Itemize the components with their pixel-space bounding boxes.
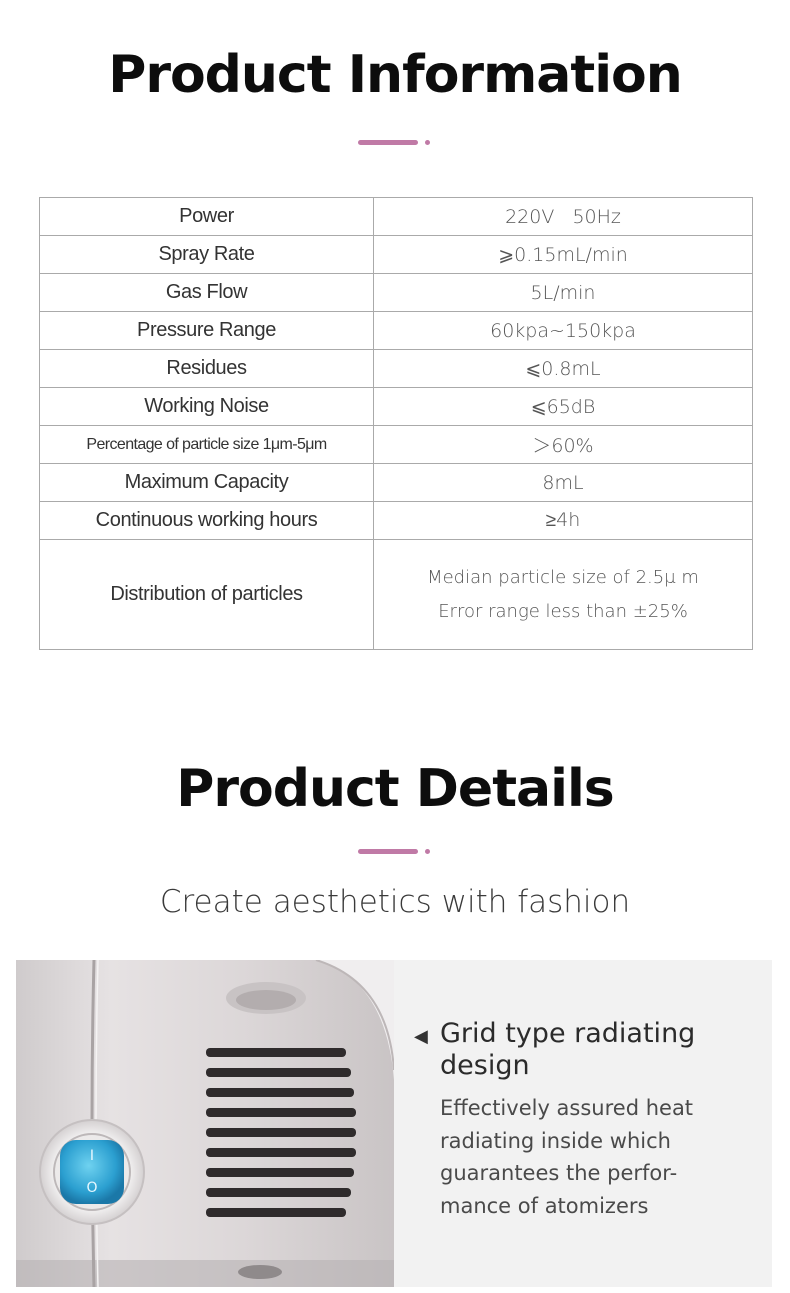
divider-dot <box>425 849 430 854</box>
details-subtitle: Create aesthetics with fashion <box>159 884 631 920</box>
spec-key: Distribution of particles <box>40 540 374 650</box>
table-row <box>40 464 753 502</box>
switch-on-symbol: I <box>89 1148 95 1164</box>
product-information-title: Product Information <box>108 45 682 105</box>
spec-value-line: Error range less than ±25% <box>438 600 688 622</box>
spec-key: Gas Flow <box>40 274 374 312</box>
table-row <box>40 426 753 464</box>
spec-value: 220V 50Hz <box>374 198 753 236</box>
atomizer-illustration <box>16 960 394 1287</box>
table-row <box>40 350 753 388</box>
spec-table <box>39 197 753 650</box>
table-row <box>40 312 753 350</box>
table-row <box>40 198 753 236</box>
feature-heading: Grid type radiating design <box>440 1018 696 1081</box>
spec-value: ≥4h <box>374 502 753 540</box>
table-row <box>40 540 753 650</box>
table-row <box>40 236 753 274</box>
spec-value <box>374 540 753 650</box>
triangle-left-icon: ◀ <box>414 1026 428 1046</box>
spec-key: Working Noise <box>40 388 374 426</box>
spec-value: ⩽0.8mL <box>374 350 753 388</box>
spec-key: Power <box>40 198 374 236</box>
spec-key: Residues <box>40 350 374 388</box>
spec-value: 60kpa~150kpa <box>374 312 753 350</box>
spec-value: ⩽65dB <box>374 388 753 426</box>
title-divider <box>358 849 434 855</box>
divider-dot <box>425 140 430 145</box>
spec-key: Percentage of particle size 1μm-5μm <box>40 426 374 464</box>
product-details-title: Product Details <box>176 759 614 819</box>
table-row <box>40 388 753 426</box>
feature-panel <box>16 960 772 1287</box>
spec-key: Spray Rate <box>40 236 374 274</box>
spec-key: Maximum Capacity <box>40 464 374 502</box>
switch-off-symbol: O <box>86 1180 98 1196</box>
spec-key: Continuous working hours <box>40 502 374 540</box>
feature-description: Effectively assured heat radiating inside which guarantees the perfor-mance of atomizers <box>440 1096 694 1218</box>
spec-value: ＞60% <box>374 426 753 464</box>
divider-bar <box>358 849 418 854</box>
title-divider <box>358 140 434 146</box>
table-row <box>40 502 753 540</box>
table-row <box>40 274 753 312</box>
spec-value: ⩾0.15mL/min <box>374 236 753 274</box>
spec-key: Pressure Range <box>40 312 374 350</box>
spec-value: 8mL <box>374 464 753 502</box>
divider-bar <box>358 140 418 145</box>
spec-value-line: Median particle size of 2.5μ m <box>427 566 699 588</box>
product-photo <box>16 960 394 1287</box>
spec-value: 5L/min <box>374 274 753 312</box>
